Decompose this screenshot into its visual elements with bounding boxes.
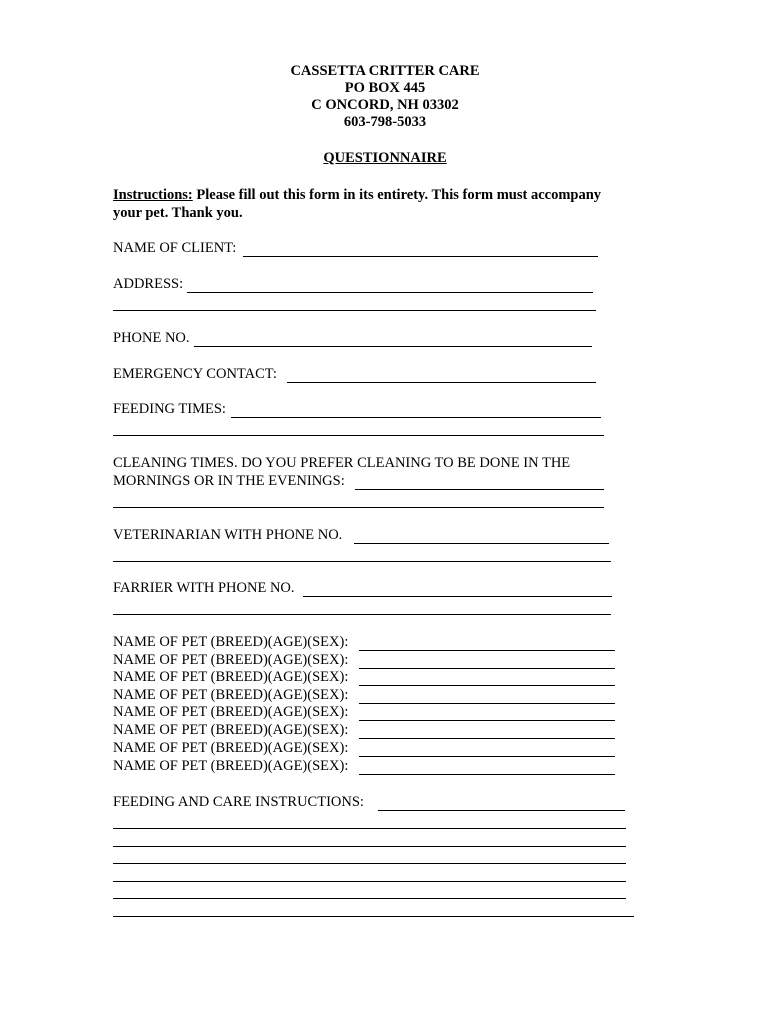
- po-box: PO BOX 445: [344, 80, 426, 96]
- cleaning-times-label: CLEANING TIMES. DO YOU PREFER CLEANING TO BE DONE IN THE: [113, 455, 571, 471]
- care-instructions-line-6[interactable]: [113, 898, 626, 899]
- pet-line[interactable]: [359, 756, 615, 757]
- instructions-label: Instructions:: [113, 187, 193, 203]
- cleaning-times-line-1[interactable]: [355, 489, 604, 490]
- care-instructions-line-7[interactable]: [113, 916, 634, 917]
- feeding-times-line-1[interactable]: [231, 417, 601, 418]
- care-instructions-line-3[interactable]: [113, 846, 626, 847]
- pet-label: NAME OF PET (BREED)(AGE)(SEX):: [113, 687, 349, 703]
- care-instructions-label: FEEDING AND CARE INSTRUCTIONS:: [113, 794, 364, 810]
- pet-row: [113, 634, 348, 651]
- pet-label: NAME OF PET (BREED)(AGE)(SEX):: [113, 652, 349, 668]
- emergency-contact-line[interactable]: [287, 382, 596, 383]
- pet-line[interactable]: [359, 668, 615, 669]
- address-line-1[interactable]: [187, 292, 593, 293]
- form-title: QUESTIONNAIRE: [323, 150, 447, 166]
- company-phone: 603-798-5033: [343, 114, 427, 130]
- care-instructions-line-4[interactable]: [113, 863, 626, 864]
- address-line-2[interactable]: [113, 310, 596, 311]
- pet-label: NAME OF PET (BREED)(AGE)(SEX):: [113, 740, 349, 756]
- address-label: ADDRESS:: [113, 276, 184, 292]
- instructions-text-2: your pet. Thank you.: [113, 205, 243, 221]
- farrier-line-1[interactable]: [303, 596, 612, 597]
- pet-line[interactable]: [359, 774, 615, 775]
- pet-label: NAME OF PET (BREED)(AGE)(SEX):: [113, 722, 349, 738]
- pet-row: [113, 740, 348, 757]
- pet-row: [113, 687, 348, 704]
- care-instructions-line-1[interactable]: [378, 810, 625, 811]
- cleaning-times-line-2[interactable]: [113, 507, 604, 508]
- pet-label: NAME OF PET (BREED)(AGE)(SEX):: [113, 758, 349, 774]
- cleaning-times-label-2: MORNINGS OR IN THE EVENINGS:: [113, 473, 345, 489]
- care-instructions-line-5[interactable]: [113, 881, 626, 882]
- care-instructions-line-2[interactable]: [113, 828, 626, 829]
- pet-row: [113, 704, 348, 721]
- pet-row: [113, 758, 348, 775]
- pet-label: NAME OF PET (BREED)(AGE)(SEX):: [113, 669, 349, 685]
- feeding-times-line-2[interactable]: [113, 435, 604, 436]
- pet-row: [113, 652, 348, 669]
- pet-line[interactable]: [359, 720, 615, 721]
- pet-line[interactable]: [359, 650, 615, 651]
- farrier-label: FARRIER WITH PHONE NO.: [113, 580, 295, 596]
- pet-label: NAME OF PET (BREED)(AGE)(SEX):: [113, 634, 349, 650]
- feeding-times-label: FEEDING TIMES:: [113, 401, 226, 417]
- instructions: [113, 187, 601, 204]
- pet-label: NAME OF PET (BREED)(AGE)(SEX):: [113, 704, 349, 720]
- emergency-contact-label: EMERGENCY CONTACT:: [113, 366, 277, 382]
- veterinarian-line-2[interactable]: [113, 561, 611, 562]
- instructions-text: Please fill out this form in its entirety. This form must accompany: [192, 187, 602, 203]
- phone-label: PHONE NO.: [113, 330, 190, 346]
- pet-line[interactable]: [359, 685, 615, 686]
- farrier-line-2[interactable]: [113, 614, 611, 615]
- pet-row: [113, 722, 348, 739]
- client-name-label: NAME OF CLIENT:: [113, 240, 237, 256]
- company-name: CASSETTA CRITTER CARE: [290, 63, 480, 79]
- pet-line[interactable]: [359, 703, 615, 704]
- pet-line[interactable]: [359, 738, 615, 739]
- pet-row: [113, 669, 348, 686]
- city-state-zip: C ONCORD, NH 03302: [311, 97, 459, 113]
- client-name-line[interactable]: [243, 256, 598, 257]
- phone-line[interactable]: [194, 346, 592, 347]
- veterinarian-line-1[interactable]: [354, 543, 609, 544]
- veterinarian-label: VETERINARIAN WITH PHONE NO.: [113, 527, 343, 543]
